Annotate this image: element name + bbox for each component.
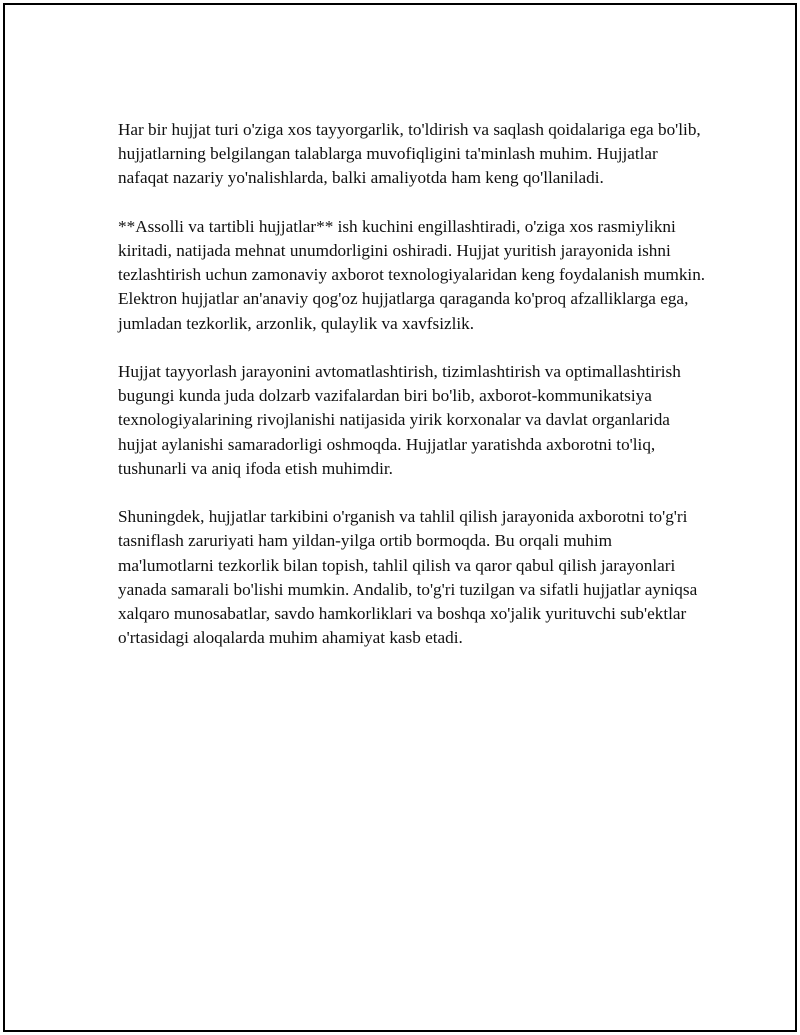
- paragraph-3: Hujjat tayyorlash jarayonini avtomatlashtirish, tizimlashtirish va optimallashtirish bugungi kunda juda dolzarb vazifalardan biri bo'lib, axborot-kommunikatsiya texnologiyalarining rivojlanishi natijasida yirik korxonalar va davlat organlarida hujjat aylanishi samaradorligi oshmoqda. Hujjatlar yaratishda axborotni to'liq, tushunarli va aniq ifoda etish muhimdir.: [118, 362, 681, 478]
- document-page: [3, 3, 797, 1032]
- document-body: [118, 118, 708, 675]
- paragraph-1: Har bir hujjat turi o'ziga xos tayyorgarlik, to'ldirish va saqlash qoidalariga ega bo'lib, hujjatlarning belgilangan talablarga muvofiqligini ta'minlash muhim. Hujjatlar nafaqat nazariy yo'nalishlarda, balki amaliyotda ham keng qo'llaniladi.: [118, 120, 701, 188]
- paragraph-4: Shuningdek, hujjatlar tarkibini o'rganish va tahlil qilish jarayonida axborotni to'g'ri tasniflash zaruriyati ham yildan-yilga ortib bormoqda. Bu orqali muhim ma'lumotlarni tezkorlik bilan topish, tahlil qilish va qaror qabul qilish jarayonlari yanada samarali bo'lishi mumkin. Andalib, to'g'ri tuzilgan va sifatli hujjatlar ayniqsa xalqaro munosabatlar, savdo hamkorliklari va boshqa xo'jalik yurituvchi sub'ektlar o'rtasidagi aloqalarda muhim ahamiyat kasb etadi.: [118, 507, 698, 648]
- paragraph-2: **Assolli va tartibli hujjatlar** ish kuchini engillashtiradi, o'ziga xos rasmiylikni kiritadi, natijada mehnat unumdorligini oshiradi. Hujjat yuritish jarayonida ishni tezlashtirish uchun zamonaviy axborot texnologiyalaridan keng foydalanish mumkin. Elektron hujjatlar an'anaviy qog'oz hujjatlarga qaraganda ko'proq afzalliklarga ega, jumladan tezkorlik, arzonlik, qulaylik va xavfsizlik.: [118, 216, 706, 333]
